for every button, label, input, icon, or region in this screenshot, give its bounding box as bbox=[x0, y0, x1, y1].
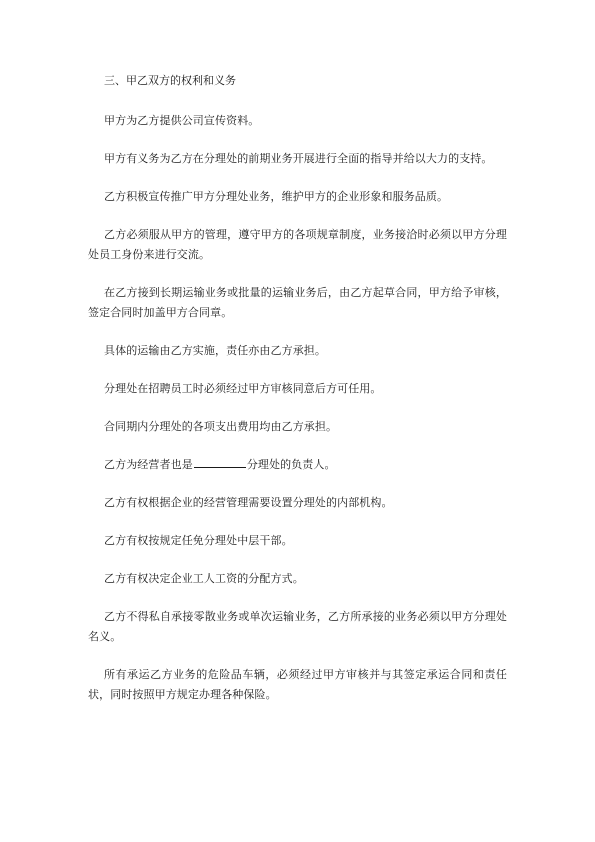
paragraph-recruitment: 分理处在招聘员工时必须经过甲方审核同意后方可任用。 bbox=[104, 382, 382, 395]
paragraph-manager bbox=[88, 455, 507, 475]
paragraph-contract-drafting: 在乙方接到长期运输业务或批量的运输业务后，由乙方起草合同，甲方给予审核，签定合同时加盖甲方合同章。 bbox=[88, 286, 507, 319]
manager-sentence-after: 分理处的负责人。 bbox=[246, 458, 336, 471]
paragraph-obey-management: 乙方必须服从甲方的管理，遵守甲方的各项规章制度，业务接洽时必须以甲方分理处员工身份来进行交流。 bbox=[88, 228, 507, 261]
paragraph-expenses: 合同期内分理处的各项支出费用均由乙方承担。 bbox=[104, 420, 338, 433]
paragraph-no-private-business: 乙方不得私自承接零散业务或单次运输业务，乙方所承接的业务必须以甲方分理处名义。 bbox=[88, 610, 507, 643]
paragraph-wage-distribution: 乙方有权决定企业工人工资的分配方式。 bbox=[104, 572, 304, 585]
paragraph-internal-structure: 乙方有权根据企业的经营管理需要设置分理处的内部机构。 bbox=[104, 496, 393, 509]
paragraph-guidance-support: 甲方有义务为乙方在分理处的前期业务开展进行全面的指导并给以大力的支持。 bbox=[104, 152, 493, 165]
paragraph-appoint-cadres: 乙方有权按规定任免分理处中层干部。 bbox=[104, 534, 293, 547]
section-title: 三、甲乙双方的权利和义务 bbox=[104, 74, 236, 87]
manager-name-blank bbox=[194, 456, 246, 468]
manager-sentence-before: 乙方为经营者也是 bbox=[104, 458, 193, 471]
paragraph-promotion: 乙方积极宣传推广甲方分理处业务，维护甲方的企业形象和服务品质。 bbox=[104, 190, 449, 203]
paragraph-transport-responsibility: 具体的运输由乙方实施，责任亦由乙方承担。 bbox=[104, 344, 326, 357]
paragraph-provide-materials: 甲方为乙方提供公司宣传资料。 bbox=[104, 114, 260, 127]
paragraph-hazardous-vehicles: 所有承运乙方业务的危险品车辆，必须经过甲方审核并与其签定承运合同和责任状，同时按照甲方规定办理各种保险。 bbox=[88, 668, 507, 701]
